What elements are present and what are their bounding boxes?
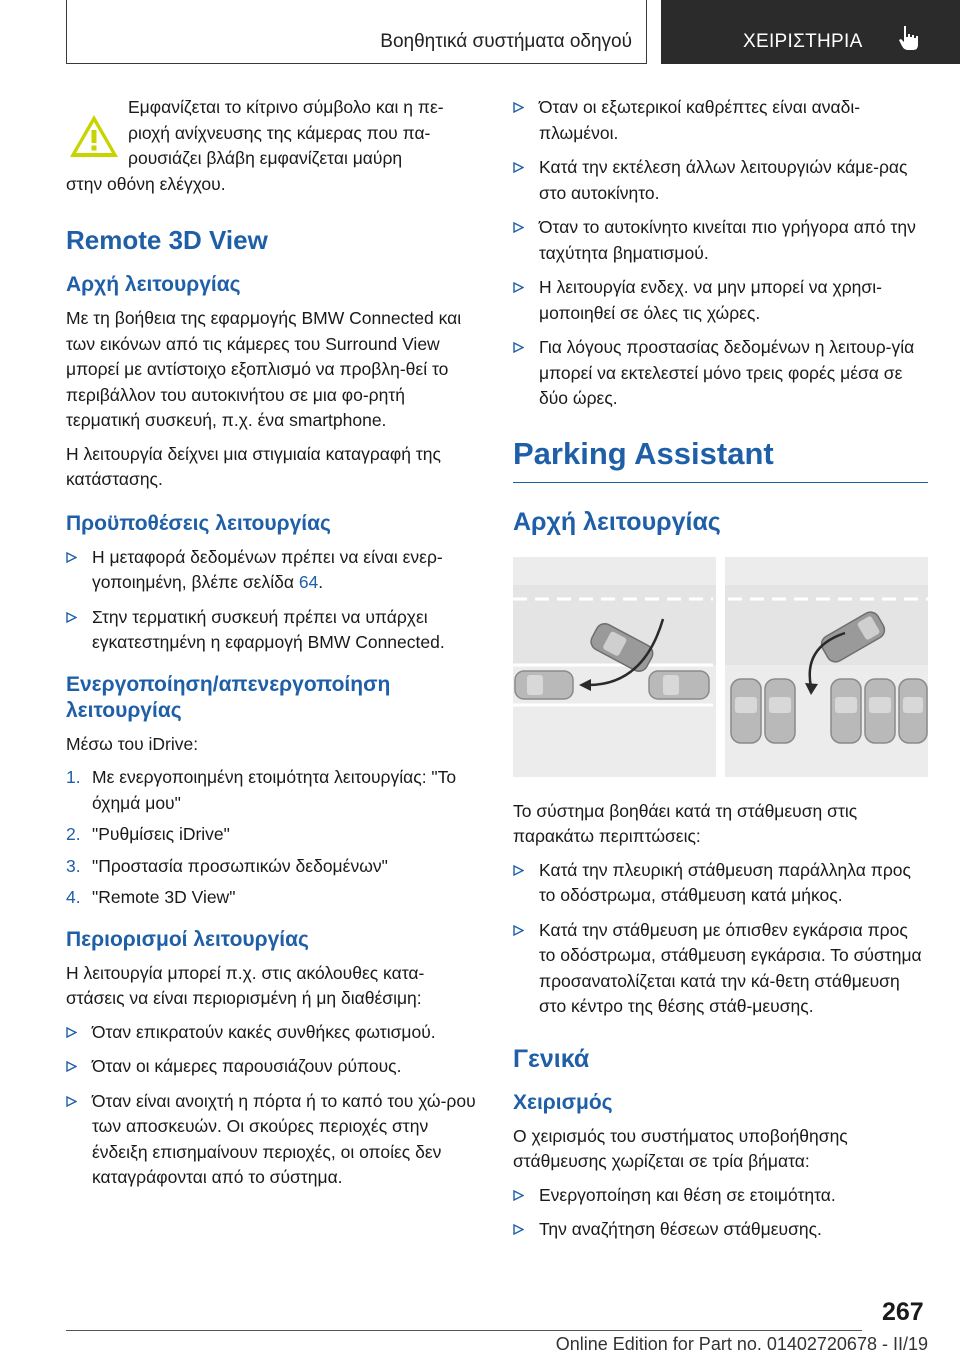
warning-triangle-icon — [68, 113, 120, 159]
list-item — [66, 765, 479, 816]
page-number: 267 — [882, 1298, 924, 1326]
limitation-text: Όταν το αυτοκίνητο κινείται πιο γρήγορα από την ταχύτητα βηματισμού. — [539, 217, 916, 263]
list-item — [66, 1020, 479, 1046]
list-item — [513, 215, 928, 266]
prereq-text-2: Στην τερματική συσκευή πρέπει να υπάρχει εγκατεστημένη η εφαρμογή BMW Connected. — [92, 606, 445, 652]
bullet-triangle-icon — [513, 282, 524, 293]
list-item — [513, 1217, 928, 1243]
heading-general: Γενικά — [513, 1044, 590, 1073]
header-chapter-tab — [661, 0, 960, 64]
bullet-triangle-icon — [66, 552, 77, 563]
heading-parking-assistant: Parking Assistant — [513, 436, 928, 483]
list-item — [66, 545, 479, 596]
header-section-title: Βοηθητικά συστήματα οδηγού — [380, 31, 632, 52]
right-column — [513, 95, 928, 1252]
activation-steps — [66, 765, 479, 911]
limitation-text: Για λόγους προστασίας δεδομένων η λειτουρ‐γία μπορεί να εκτελεστεί μόνο τρεις φορές μέσα σε δύο ώρες. — [539, 337, 915, 408]
bullet-triangle-icon — [513, 342, 524, 353]
parking-illustration — [513, 557, 928, 777]
step-text: "Remote 3D View" — [92, 887, 236, 907]
pa-intro: Το σύστημα βοηθάει κατά τη στάθμευση στις παρακάτω περιπτώσεις: — [513, 800, 858, 846]
list-item — [66, 822, 479, 848]
list-item — [513, 95, 928, 146]
list-item — [513, 1183, 928, 1209]
heading-prerequisites: Προϋποθέσεις λειτουργίας — [66, 511, 331, 535]
footer-edition: Online Edition for Part no. 01402720678 - II/19 — [555, 1334, 928, 1354]
warning-text-line: ρουσιάζει βλάβη εμφανίζεται μαύρη — [128, 148, 403, 168]
list-item — [513, 335, 928, 412]
limitation-text: Όταν οι εξωτερικοί καθρέπτες είναι αναδι‐πλωμένοι. — [539, 97, 861, 143]
operation-steps-list — [513, 1183, 928, 1243]
list-item — [66, 605, 479, 656]
operation-step-text: Την αναζήτηση θέσεων στάθμευσης. — [539, 1219, 822, 1239]
warning-block — [66, 95, 479, 172]
footer-divider — [66, 1330, 862, 1331]
bullet-triangle-icon — [513, 925, 524, 936]
list-item — [66, 885, 479, 911]
bullet-triangle-icon — [513, 102, 524, 113]
header-chapter-title: ΧΕΙΡΙΣΤΗΡΙΑ — [743, 31, 863, 52]
list-item — [66, 854, 479, 880]
step-text: "Προστασία προσωπικών δεδομένων" — [92, 855, 388, 876]
bullet-triangle-icon — [513, 865, 524, 876]
heading-operation: Χειρισμός — [513, 1090, 613, 1114]
pointing-hand-icon — [895, 23, 925, 53]
prereq-text-1-end: . — [318, 572, 324, 592]
header-section-box — [66, 0, 647, 64]
page-reference-link[interactable]: 64 — [298, 572, 319, 592]
principle-paragraph-1: Με τη βοήθεια της εφαρμογής BMW Connected και των εικόνων από τις κάμερες του Surround View μπορεί με αντίστοιχο εξοπλισμό να προβλη‐θεί το περιβάλλον του αυτοκινήτου σε μια φο‐ρητή τερματική συσκευή, π.χ. ένα smartphone. — [66, 308, 462, 430]
step-number: 4. — [66, 887, 81, 907]
bullet-triangle-icon — [66, 1027, 77, 1038]
warning-text: Εμφανίζεται το κίτρινο σύμβολο και η πε‐ — [128, 97, 444, 117]
step-number: 2. — [66, 824, 81, 844]
limitations-list — [66, 1020, 479, 1191]
prereq-text-1: Η μεταφορά δεδομένων πρέπει να είναι ενερ‐γοποιημένη, βλέπε σελίδα — [92, 546, 443, 592]
step-number: 1. — [66, 767, 81, 787]
principle-paragraph-2: Η λειτουργία δείχνει μια στιγμιαία καταγραφή της κατάστασης. — [66, 443, 441, 489]
pa-case-text: Κατά την πλευρική στάθμευση παράλληλα προς το οδόστρωμα, στάθμευση κατά μήκος. — [539, 859, 911, 905]
heading-limitations: Περιορισμοί λειτουργίας — [66, 927, 309, 951]
bullet-triangle-icon — [513, 1190, 524, 1201]
limitation-text: Η λειτουργία ενδεχ. να μην μπορεί να χρησι‐μοποιηθεί σε όλες τις χώρες. — [539, 277, 882, 323]
prerequisites-list — [66, 545, 479, 656]
heading-remote-3d-view: Remote 3D View — [66, 225, 268, 255]
bullet-triangle-icon — [513, 1224, 524, 1235]
list-item — [66, 1054, 479, 1080]
limitations-intro: Η λειτουργία μπορεί π.χ. στις ακόλουθες κατα‐στάσεις να είναι περιορισμένη ή μη διαθέσιμη: — [66, 962, 425, 1008]
bullet-triangle-icon — [66, 1061, 77, 1072]
pa-cases-list — [513, 858, 928, 1020]
list-item — [66, 1089, 479, 1191]
pa-case-text: Κατά την στάθμευση με όπισθεν εγκάρσια προς το οδόστρωμα, στάθμευση εγκάρσια. Το σύστημα προσανατολίζεται κατά την κά‐θετη στάθμευση στο κέντρο της θέσης στάθ‐μευσης. — [539, 919, 922, 1016]
step-number: 3. — [66, 855, 81, 876]
limitation-text: Κατά την εκτέλεση άλλων λειτουργιών κάμε‐ρας στο αυτοκίνητο. — [539, 157, 908, 203]
heading-activation: Ενεργοποίηση/απενεργοποίηση λειτουργίας — [66, 672, 391, 722]
list-item — [513, 155, 928, 206]
step-text: Με ενεργοποιημένη ετοιμότητα λειτουργίας: "Το όχημά μου" — [92, 767, 457, 813]
limitation-text: Όταν οι κάμερες παρουσιάζουν ρύπους. — [92, 1056, 402, 1076]
warning-text-end: στην οθόνη ελέγχου. — [66, 173, 226, 194]
activation-intro: Μέσω του iDrive: — [66, 733, 199, 754]
list-item — [513, 858, 928, 909]
operation-step-text: Ενεργοποίηση και θέση σε ετοιμότητα. — [539, 1184, 836, 1205]
heading-pa-principle: Αρχή λειτουργίας — [513, 507, 721, 536]
limitations-list-continued — [513, 95, 928, 412]
operation-intro: Ο χειρισμός του συστήματος υποβοήθησης στάθμευσης χωρίζεται σε τρία βήματα: — [513, 1125, 848, 1171]
limitation-text: Όταν επικρατούν κακές συνθήκες φωτισμού. — [92, 1021, 436, 1042]
bullet-triangle-icon — [513, 222, 524, 233]
left-column — [66, 95, 479, 1200]
heading-principle: Αρχή λειτουργίας — [66, 273, 241, 296]
list-item — [513, 918, 928, 1020]
bullet-triangle-icon — [513, 162, 524, 173]
warning-text-line: ριοχή ανίχνευσης της κάμερας που πα‐ — [128, 122, 431, 143]
limitation-text: Όταν είναι ανοιχτή η πόρτα ή το καπό του χώ‐ρου των αποσκευών. Οι σκούρες περιοχές στην ένδειξη επισημαίνουν περιοχές, οι οποίες δεν καταγράφονται από το σύστημα. — [92, 1090, 476, 1187]
step-text: "Ρυθμίσεις iDrive" — [92, 824, 230, 844]
list-item — [513, 275, 928, 326]
bullet-triangle-icon — [66, 1096, 77, 1107]
bullet-triangle-icon — [66, 612, 77, 623]
